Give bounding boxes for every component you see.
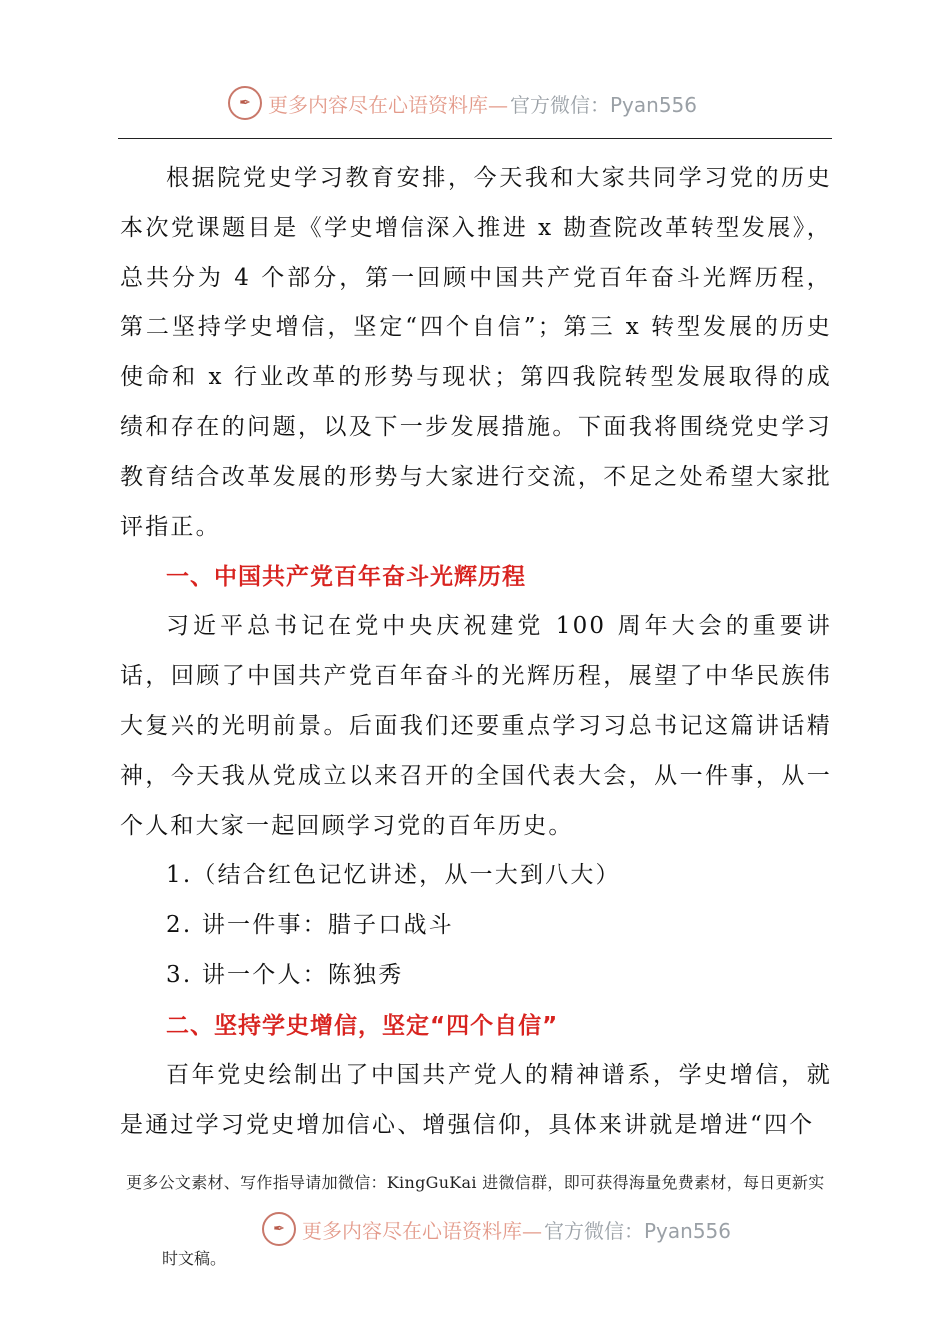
section-2-paragraph: 百年党史绘制出了中国共产党人的精神谱系，学史增信，就是通过学习党史增加信心、增强信仰，具体来讲就是增进“四个 xyxy=(120,1061,832,1138)
footer-note: 更多公文素材、写作指导请加微信：KingGuKai 进微信群，即可获得海量免费素材，每日更新实 xyxy=(126,1173,825,1192)
watermark-main-text: 更多内容尽在心语资料库— xyxy=(302,1218,542,1243)
watermark-main-text: 更多内容尽在心语资料库— xyxy=(268,92,508,117)
footer-watermark xyxy=(262,1212,731,1246)
document-body xyxy=(120,154,832,1150)
watermark-suffix-text: 官方微信：Pyan556 xyxy=(544,1218,732,1243)
section-1-paragraph: 习近平总书记在党中央庆祝建党 100 周年大会的重要讲话，回顾了中国共产党百年奋斗的光辉历程，展望了中华民族伟大复兴的光明前景。后面我们还要重点学习习总书记这篇讲话精神，今天我从党成立以来召开的全国代表大会，从一件事，从一个人和大家一起回顾学习党的百年历史。 xyxy=(120,613,832,839)
pen-logo-icon: ✒ xyxy=(228,86,262,120)
list-item-2: 2. 讲一件事：腊子口战斗 xyxy=(166,912,454,939)
section-heading-2: 二、坚持学史增信，坚定“四个自信” xyxy=(166,1012,559,1039)
list-item-3: 3. 讲一个人：陈独秀 xyxy=(166,961,404,988)
footer-note-tail: 时文稿。 xyxy=(162,1249,227,1268)
watermark-suffix-text: 官方微信：Pyan556 xyxy=(510,92,698,117)
intro-paragraph: 根据院党史学习教育安排，今天我和大家共同学习党的历史本次党课题目是《学史增信深入推进 x 勘查院改革转型发展》，总共分为 4 个部分，第一回顾中国共产党百年奋斗光辉历程，第二坚持学史增信，坚定“四个自信”；第三 x 转型发展的历史使命和 x 行业改革的形势与现状；第四我院转型发展取得的成绩和存在的问题，以及下一步发展措施。下面我将围绕党史学习教育结合改革发展的形势与大家进行交流，不足之处希望大家批评指正。 xyxy=(120,165,832,540)
header-divider xyxy=(118,138,832,139)
section-heading-1: 一、中国共产党百年奋斗光辉历程 xyxy=(166,564,526,591)
list-item-1: 1.（结合红色记忆讲述，从一大到八大） xyxy=(166,862,621,889)
pen-logo-icon: ✒ xyxy=(262,1212,296,1246)
header-watermark xyxy=(228,86,697,120)
